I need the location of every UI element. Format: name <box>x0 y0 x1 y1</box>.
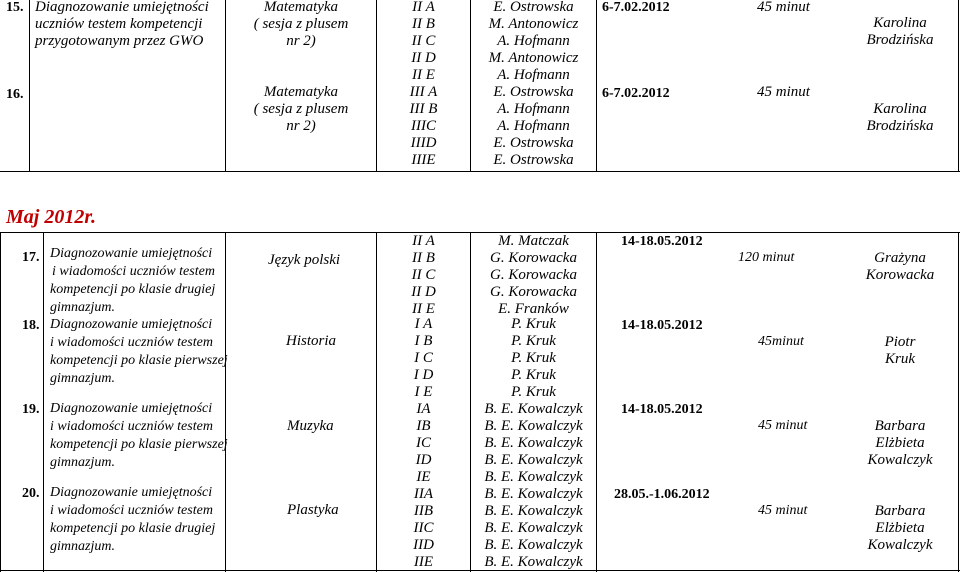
row-teachers: B. E. Kowalczyk B. E. Kowalczyk B. E. Kowalczyk B. E. Kowalczyk B. E. Kowalczyk <box>484 486 583 570</box>
row-subject: Muzyka <box>287 418 334 434</box>
row-teachers: M. Matczak G. Korowacka G. Korowacka G. Korowacka E. Franków <box>490 233 577 317</box>
row-classes: II A II B II C II D II E <box>411 0 436 83</box>
row-teachers: E. Ostrowska A. Hofmann A. Hofmann E. Ostrowska E. Ostrowska <box>493 84 574 168</box>
row-duration: 120 minut <box>738 250 795 265</box>
row-person: Barbara Elżbieta Kowalczyk <box>867 418 933 468</box>
row-classes: III A III B IIIC IIID IIIE <box>409 84 438 168</box>
row-number: 18. <box>22 318 40 333</box>
row-number: 15. <box>6 0 24 15</box>
row-duration: 45 minut <box>758 503 808 518</box>
row-person: Karolina Brodzińska <box>866 15 934 48</box>
row-classes: I A I B I C I D I E <box>413 316 434 400</box>
row-classes: II A II B II C II D II E <box>411 233 436 317</box>
table-rule <box>29 0 30 172</box>
row-date: 14-18.05.2012 <box>621 402 703 417</box>
row-date: 14-18.05.2012 <box>621 234 703 249</box>
section-heading: Maj 2012r. <box>6 206 97 228</box>
row-number: 20. <box>22 486 40 501</box>
row-person: Piotr Kruk <box>884 334 916 367</box>
row-number: 19. <box>22 402 40 417</box>
row-subject: Historia <box>286 333 337 349</box>
row-description: Diagnozowanie umiejętności uczniów testem kompetencji przygotowanym przez GWO <box>35 0 209 49</box>
table-rule <box>0 171 960 172</box>
row-subject: Matematyka ( sesja z plusem nr 2) <box>253 0 349 49</box>
row-duration: 45 minut <box>758 418 808 433</box>
row-teachers: B. E. Kowalczyk B. E. Kowalczyk B. E. Kowalczyk B. E. Kowalczyk B. E. Kowalczyk <box>484 401 583 485</box>
row-subject: Język polski <box>268 252 341 268</box>
table-rule <box>43 232 44 572</box>
row-description: Diagnozowanie umiejętności i wiadomości uczniów testem kompetencji po klasie pierwszej gimnazjum. <box>50 401 228 470</box>
row-person: Grażyna Korowacka <box>865 250 935 283</box>
row-person: Karolina Brodzińska <box>866 101 934 134</box>
table-rule <box>596 0 597 172</box>
row-number: 16. <box>6 87 24 102</box>
row-description: Diagnozowanie umiejętności i wiadomości uczniów testem kompetencji po klasie drugiej gimnazjum. <box>50 246 216 315</box>
row-duration: 45 minut <box>757 0 810 15</box>
row-classes: IA IB IC ID IE <box>415 401 432 485</box>
row-duration: 45 minut <box>757 84 810 100</box>
row-classes: IIA IIB IIC IID IIE <box>413 486 434 570</box>
table-rule <box>958 0 959 172</box>
row-subject: Plastyka <box>287 502 339 518</box>
row-teachers: P. Kruk P. Kruk P. Kruk P. Kruk P. Kruk <box>511 316 556 400</box>
row-person: Barbara Elżbieta Kowalczyk <box>867 503 933 553</box>
table-rule <box>958 232 959 572</box>
row-subject: Matematyka ( sesja z plusem nr 2) <box>253 84 349 134</box>
row-teachers: E. Ostrowska M. Antonowicz A. Hofmann M. Antonowicz A. Hofmann <box>488 0 579 83</box>
row-description: Diagnozowanie umiejętności i wiadomości uczniów testem kompetencji po klasie drugiej gimnazjum. <box>50 485 216 554</box>
row-date: 6-7.02.2012 <box>602 0 670 15</box>
row-duration: 45minut <box>758 334 804 349</box>
row-number: 17. <box>22 250 40 265</box>
row-date: 6-7.02.2012 <box>602 86 670 101</box>
row-date: 28.05.-1.06.2012 <box>614 487 710 502</box>
row-description: Diagnozowanie umiejętności i wiadomości uczniów testem kompetencji po klasie pierwszej gimnazjum. <box>50 317 228 386</box>
table-rule <box>596 232 597 572</box>
row-date: 14-18.05.2012 <box>621 318 703 333</box>
table-rule <box>0 232 1 572</box>
